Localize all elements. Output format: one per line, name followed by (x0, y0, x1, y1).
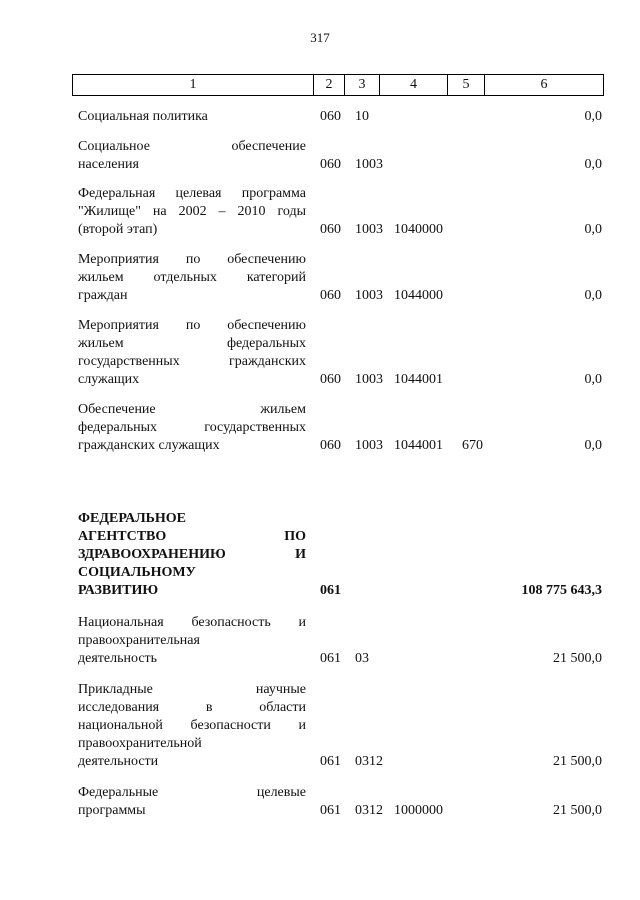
cell-col6: 21 500,0 (553, 651, 602, 666)
cell-col3: 1003 (355, 157, 383, 172)
agency-name: ФЕДЕРАЛЬНОЕ АГЕНТСТВО ПО ЗДРАВООХРАНЕНИЮ И СОЦИАЛЬНОМУ РАЗВИТИЮ (78, 511, 306, 598)
budget-row (0, 185, 640, 239)
cell-col6: 0,0 (584, 288, 602, 303)
page-number: 317 (310, 30, 330, 45)
column-header-3: 3 (345, 75, 380, 96)
cell-col3: 10 (355, 109, 369, 124)
cell-col2: 060 (320, 438, 341, 453)
cell-col3: 0312 (355, 803, 383, 818)
cell-col2: 061 (320, 583, 341, 598)
cell-col6: 21 500,0 (553, 803, 602, 818)
cell-col3: 1003 (355, 372, 383, 387)
budget-row (0, 108, 640, 126)
agency-row (0, 510, 640, 600)
budget-row (0, 784, 640, 820)
budget-row (0, 401, 640, 455)
cell-col5: 670 (462, 438, 483, 453)
column-header-2: 2 (314, 75, 345, 96)
cell-col2: 060 (320, 157, 341, 172)
budget-row (0, 317, 640, 389)
cell-col2: 061 (320, 803, 341, 818)
cell-col6: 0,0 (584, 222, 602, 237)
cell-col4: 1000000 (394, 803, 443, 818)
cell-col3: 1003 (355, 288, 383, 303)
row-name: Национальная безопасность и правоохранительная деятельность (78, 615, 306, 666)
row-name: Обеспечение жильем федеральных государственных гражданских служащих (78, 402, 306, 453)
budget-row (0, 681, 640, 771)
cell-col4: 1044000 (394, 288, 443, 303)
budget-row (0, 614, 640, 668)
cell-col2: 061 (320, 651, 341, 666)
cell-col6: 108 775 643,3 (521, 583, 602, 598)
column-header-5: 5 (448, 75, 485, 96)
cell-col4: 1040000 (394, 222, 443, 237)
row-name: Социальное обеспечение населения (78, 139, 306, 172)
budget-row (0, 251, 640, 305)
cell-col3: 0312 (355, 754, 383, 769)
cell-col2: 060 (320, 372, 341, 387)
cell-col2: 060 (320, 222, 341, 237)
cell-col6: 21 500,0 (553, 754, 602, 769)
column-header-1: 1 (73, 75, 314, 96)
row-name: Мероприятия по обеспечению жильем отдельных категорий граждан (78, 252, 306, 303)
row-name: Социальная политика (78, 109, 208, 124)
cell-col4: 1044001 (394, 438, 443, 453)
row-name: Федеральные целевые программы (78, 785, 306, 818)
cell-col6: 0,0 (584, 109, 602, 124)
cell-col2: 060 (320, 288, 341, 303)
column-header-4: 4 (380, 75, 448, 96)
cell-col3: 1003 (355, 222, 383, 237)
cell-col6: 0,0 (584, 372, 602, 387)
column-header-6: 6 (485, 75, 604, 96)
budget-row (0, 138, 640, 174)
cell-col2: 060 (320, 109, 341, 124)
cell-col3: 03 (355, 651, 369, 666)
column-header-table (72, 74, 604, 96)
row-name: Федеральная целевая программа "Жилище" на 2002 – 2010 годы (второй этап) (78, 186, 306, 237)
cell-col3: 1003 (355, 438, 383, 453)
row-name: Мероприятия по обеспечению жильем федеральных государственных гражданских служащих (78, 318, 306, 387)
cell-col4: 1044001 (394, 372, 443, 387)
row-name: Прикладные научные исследования в области национальной безопасности и правоохранительной деятельности (78, 682, 306, 769)
cell-col6: 0,0 (584, 438, 602, 453)
cell-col6: 0,0 (584, 157, 602, 172)
cell-col2: 061 (320, 754, 341, 769)
